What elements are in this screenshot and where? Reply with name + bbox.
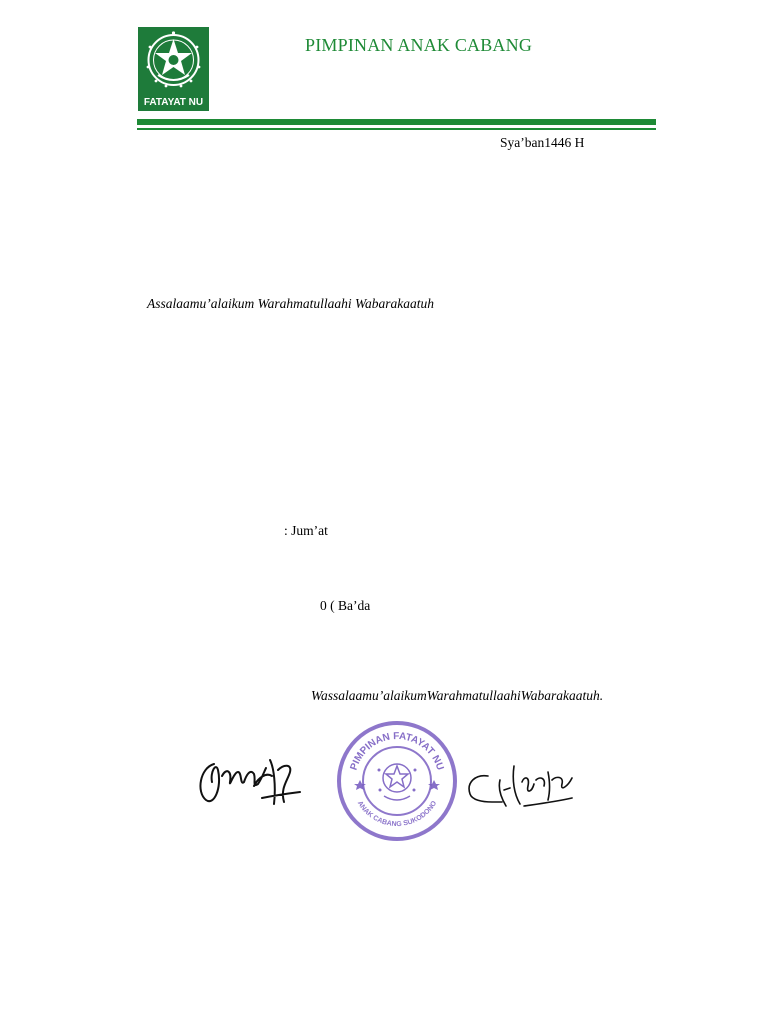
signature-left	[192, 742, 304, 819]
logo-text: FATAYAT NU	[143, 97, 204, 108]
signature-right	[462, 752, 574, 819]
event-day: : Jum’at	[284, 523, 328, 538]
letter-date: Sya’ban1446 H	[500, 135, 585, 150]
organization-title: PIMPINAN ANAK CABANG	[305, 35, 533, 55]
greeting-text: Assalaamu’alaikum Warahmatullaahi Wabarakaatuh	[147, 296, 435, 311]
closing-text: Wassalaamu’alaikumWarahmatullaahiWabarakaatuh.	[311, 688, 604, 703]
header-rule-thick	[137, 119, 656, 125]
stamp-text-bottom: ANAK CABANG SUKODONO	[355, 799, 439, 829]
svg-text:ANAK CABANG SUKODONO	[356, 799, 439, 828]
header-rule-thin	[137, 128, 656, 130]
fatayat-nu-logo	[138, 27, 209, 111]
event-time: 0 ( Ba’da	[320, 598, 371, 613]
organization-stamp	[334, 718, 460, 849]
stamp-text-top: PIMPINAN FATAYAT NU	[348, 730, 446, 772]
